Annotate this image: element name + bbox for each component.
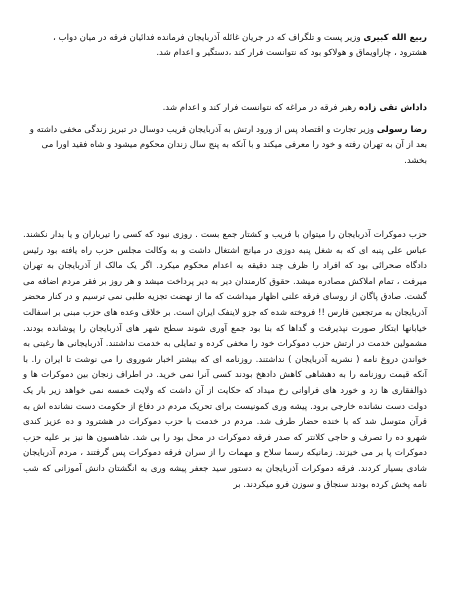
entry-kabiri bbox=[27, 31, 427, 62]
entry-rasouli bbox=[27, 123, 427, 169]
entry-name: ربیع الله کبیری bbox=[363, 33, 427, 43]
entry-text: وزیر پست و تلگراف که در جریان غائله آذربایجان فرمانده فدائیان فرقه در میان دواب ، هشترود ، چاراویماق و هولاکو بود که نتوانست فرار کند ،دستگیر و اعدام شد. bbox=[52, 33, 427, 59]
body-paragraph: حزب دموکرات آذربایجان را میتوان با فریب و کشتار جمع بست . روزی نبود که کسی را تیرباران و یا بدار نکشند. عباس علی پنبه ای که به شغل پنبه دوزی در میانج اشتغال داشت و به وکالت مجلس حزب راه یافته بود رئیس دادگاه صحرائی بود که افراد را ظرف چند دقیقه به اعدام محکوم میکرد. اگر یک مالک از آذربایجان به تهران میرفت ، تمام املاکش مصادره میشد. حقوق کارمندان دیر به دیر پرداخت میشد و هر روز بر فقر مردم اضافه می گشت. صادق پاگان از روسای فرقه علنی اظهار میداشت که ما از نهضت تجزیه طلبی نمی ترسیم و در کنار محضر آذربایجان به مرتجعین فارس !! فروخته شده که جزو لاینفک ایران است. بر خلاف وعده های حزب مبنی بر اسفالت خیابانها ابتکار صورت نپذیرفت و گداها که بنا بود جمع آوری شوند سطح شهر های آذربایجان را پوشانده بودند. مشمولین خدمت در ارتش حزب دموکرات خود را مخفی کرده و تمایلی به خدمت نداشتند. آذربایجانی ها رغبتی به خواندن دروغ نامه ( نشریه آذربایجان ) نداشتند. روزنامه ای که بیشتر اخبار شوروی را می نوشت تا ایران را. با آنکه قیمت روزنامه را به دهشاهی کاهش دادهخ بودند کسی آنرا نمی خرید. در اطراف زنجان بین دموکرات ها و ذوالفقاری ها زد و خورد های فراوانی رخ میداد که حکایت از آن داشت که ولایت خمسه نمی خواهد زیر بار یک دولت دست نشانده خارجی برود. پیشه وری کمونیست برای تحریک مردم در دفاع از حکومت دست نشانده اش به قرآن متوسل شد که با خنده حضار طرف شد. مردم در خدمت با حزب دموکرات در هشترود و ده عزیز کندی شهرو ده را تصرف و حاجی کلانتر که صدر فرقه دموکرات در محل بود را بی شد. شاهسون ها نیز بر علیه حزب دموکرات پا بر می خیزند. زمانیکه رسما سلاح و مهمات را از سران فرقه دموکرات پس گرفتند ، مردم آذربایجان شادی بسیار کردند. فرقه دموکرات آذربایجان به دستور سید جعفر پیشه وری به انگشتان دانش آموزانی که شب نامه پخش کرده بودند سنجاق و سوزن فرو میکردند. بر bbox=[23, 230, 427, 490]
entry-text: وزیر تجارت و اقتصاد پس از ورود ارتش به آذربایجان قریب دوسال در تبریز زندگی مخفی داشته و بعد از آن به تهران رفته و خود را معرفی میکند و با آنکه به پنج سال زندان محکوم میشود و شاه فقید اورا می بخشد. bbox=[29, 125, 427, 166]
entry-name: داداش تقی زاده bbox=[358, 103, 427, 113]
entry-text: رهبر فرقه در مراغه که نتوانست فرار کند و اعدام شد. bbox=[162, 103, 359, 113]
entry-name: رضا رسولی bbox=[376, 125, 427, 135]
entry-taghizadeh bbox=[27, 101, 427, 116]
